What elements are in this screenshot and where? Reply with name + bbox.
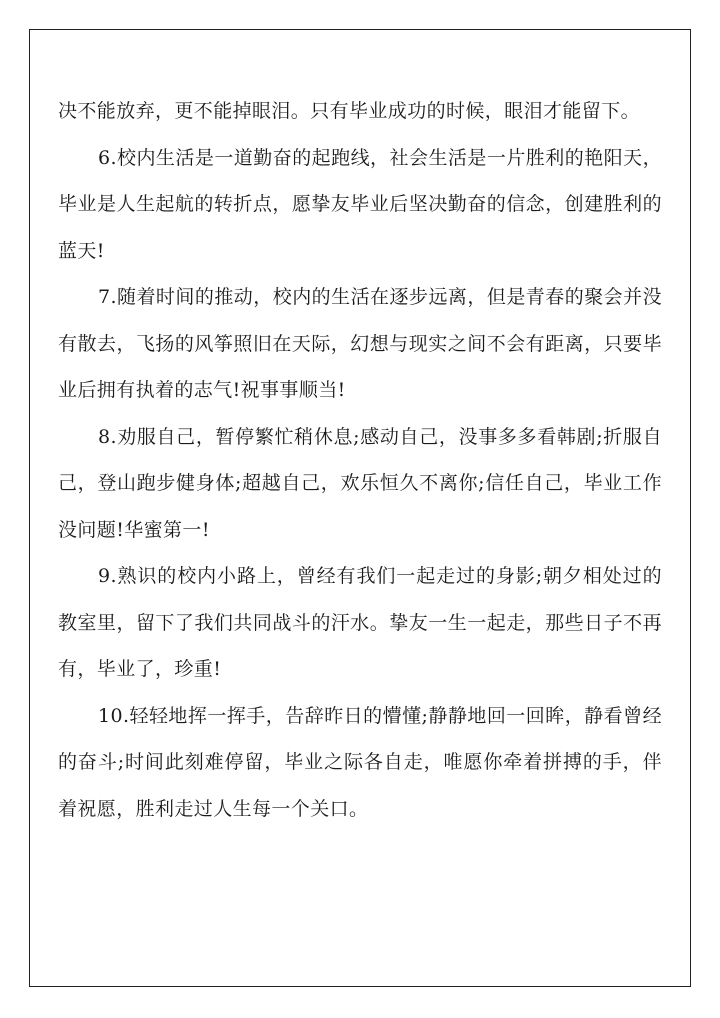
paragraph-item-7: 7.随着时间的推动，校内的生活在逐步远离，但是青春的聚会并没有散去，飞扬的风筝照旧在天际，幻想与现实之间不会有距离，只要毕业后拥有执着的志气!祝事事顺当!	[58, 286, 662, 401]
paragraph-continuation: 决不能放弃，更不能掉眼泪。只有毕业成功的时候，眼泪才能留下。	[58, 100, 641, 122]
paragraph-item-6: 6.校内生活是一道勤奋的起跑线，社会生活是一片胜利的艳阳天，毕业是人生起航的转折点，愿挚友毕业后坚决勤奋的信念，创建胜利的蓝天!	[58, 146, 662, 262]
document-body	[58, 88, 662, 832]
paragraph-item-10: 10.轻轻地挥一挥手，告辞昨日的懵懂;静静地回一回眸，静看曾经的奋斗;时间此刻难停留，毕业之际各自走，唯愿你牵着拼搏的手，伴着祝愿，胜利走过人生每一个关口。	[58, 704, 662, 820]
paragraph-item-8: 8.劝服自己，暂停繁忙稍休息;感动自己，没事多多看韩剧;折服自己，登山跑步健身体;超越自己，欢乐恒久不离你;信任自己，毕业工作没问题!华蜜第一!	[58, 425, 662, 541]
paragraph-item-9: 9.熟识的校内小路上，曾经有我们一起走过的身影;朝夕相处过的教室里，留下了我们共同战斗的汗水。挚友一生一起走，那些日子不再有，毕业了，珍重!	[58, 565, 662, 680]
